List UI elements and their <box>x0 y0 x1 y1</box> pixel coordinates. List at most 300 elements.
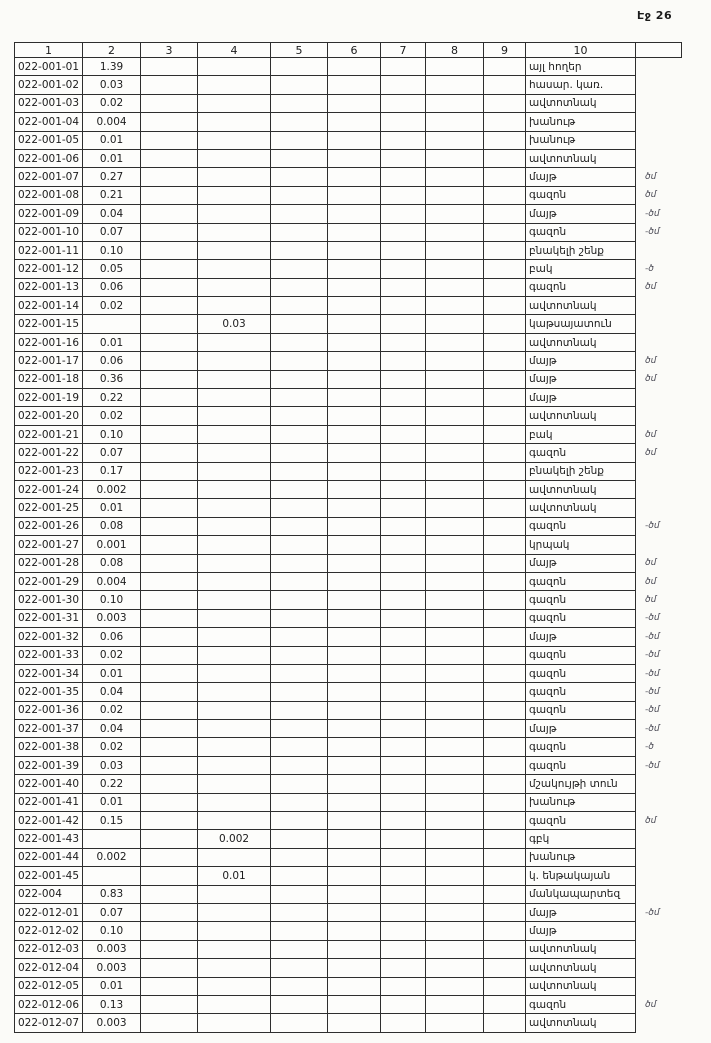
name-cell: գազոն <box>526 223 636 241</box>
col4-value-cell <box>198 241 271 259</box>
margin-note: ծմ <box>645 447 657 458</box>
empty-cell <box>381 462 426 480</box>
name-cell: ավտոտնակ <box>526 149 636 167</box>
area-cell: 0.07 <box>83 903 141 921</box>
code-cell: 022-004 <box>15 885 83 903</box>
empty-cell <box>381 113 426 131</box>
table-row <box>15 370 682 388</box>
empty-cell <box>381 444 426 462</box>
col4-value-cell <box>198 260 271 278</box>
margin-note: -ծմ <box>645 668 660 679</box>
empty-cell <box>141 389 198 407</box>
col4-value-cell <box>198 591 271 609</box>
name-cell: գազոն <box>526 664 636 682</box>
table-row <box>15 959 682 977</box>
empty-cell <box>426 149 484 167</box>
empty-cell <box>328 940 381 958</box>
empty-cell <box>426 646 484 664</box>
margin-note <box>636 848 682 866</box>
empty-cell <box>271 701 328 719</box>
column-header-4: 4 <box>198 43 271 58</box>
table-body <box>15 58 682 1033</box>
table-row <box>15 1014 682 1032</box>
empty-cell <box>426 407 484 425</box>
empty-cell <box>426 480 484 498</box>
empty-cell <box>328 720 381 738</box>
empty-cell <box>271 572 328 590</box>
empty-cell <box>426 370 484 388</box>
header-row <box>15 43 682 58</box>
area-cell: 0.01 <box>83 333 141 351</box>
code-cell: 022-001-36 <box>15 701 83 719</box>
table-row <box>15 536 682 554</box>
table-row <box>15 113 682 131</box>
empty-cell <box>426 241 484 259</box>
empty-cell <box>141 517 198 535</box>
empty-cell <box>328 94 381 112</box>
empty-cell <box>381 389 426 407</box>
margin-note: ծմ <box>645 558 657 569</box>
empty-cell <box>426 1014 484 1032</box>
table-row <box>15 591 682 609</box>
name-cell: գազոն <box>526 995 636 1013</box>
code-cell: 022-001-24 <box>15 480 83 498</box>
empty-cell <box>328 241 381 259</box>
name-cell: գազոն <box>526 812 636 830</box>
empty-cell <box>426 609 484 627</box>
empty-cell <box>141 572 198 590</box>
area-cell: 0.02 <box>83 738 141 756</box>
empty-cell <box>484 867 526 885</box>
col4-value-cell <box>198 554 271 572</box>
empty-cell <box>484 444 526 462</box>
empty-cell <box>381 609 426 627</box>
name-cell: բնակելի շենք <box>526 462 636 480</box>
col4-value-cell: 0.002 <box>198 830 271 848</box>
empty-cell <box>484 76 526 94</box>
empty-cell <box>381 480 426 498</box>
empty-cell <box>484 830 526 848</box>
code-cell: 022-001-44 <box>15 848 83 866</box>
empty-cell <box>426 168 484 186</box>
column-header-2: 2 <box>83 43 141 58</box>
empty-cell <box>484 241 526 259</box>
name-cell: մայթ <box>526 370 636 388</box>
empty-cell <box>328 499 381 517</box>
name-cell: մայթ <box>526 922 636 940</box>
empty-cell <box>426 58 484 76</box>
area-cell: 0.01 <box>83 149 141 167</box>
code-cell: 022-001-06 <box>15 149 83 167</box>
code-cell: 022-001-15 <box>15 315 83 333</box>
empty-cell <box>271 517 328 535</box>
col4-value-cell <box>198 572 271 590</box>
col4-value-cell <box>198 738 271 756</box>
empty-cell <box>426 995 484 1013</box>
margin-note <box>636 793 682 811</box>
empty-cell <box>484 260 526 278</box>
empty-cell <box>141 352 198 370</box>
column-header-3: 3 <box>141 43 198 58</box>
empty-cell <box>426 756 484 774</box>
empty-cell <box>328 701 381 719</box>
code-cell: 022-001-42 <box>15 812 83 830</box>
empty-cell <box>484 370 526 388</box>
margin-note <box>636 940 682 958</box>
empty-cell <box>484 94 526 112</box>
empty-cell <box>426 517 484 535</box>
col4-value-cell <box>198 333 271 351</box>
code-cell: 022-001-07 <box>15 168 83 186</box>
col4-value-cell <box>198 959 271 977</box>
table-row <box>15 830 682 848</box>
empty-cell <box>141 738 198 756</box>
empty-cell <box>141 149 198 167</box>
table-row <box>15 940 682 958</box>
margin-note <box>636 58 682 76</box>
empty-cell <box>484 885 526 903</box>
name-cell: գազոն <box>526 186 636 204</box>
empty-cell <box>381 241 426 259</box>
code-cell: 022-001-22 <box>15 444 83 462</box>
empty-cell <box>271 591 328 609</box>
margin-note <box>636 922 682 940</box>
empty-cell <box>271 812 328 830</box>
table-row <box>15 646 682 664</box>
empty-cell <box>381 352 426 370</box>
code-cell: 022-012-04 <box>15 959 83 977</box>
col4-value-cell <box>198 848 271 866</box>
col4-value-cell <box>198 462 271 480</box>
empty-cell <box>484 959 526 977</box>
margin-note <box>636 333 682 351</box>
empty-cell <box>426 76 484 94</box>
col4-value-cell <box>198 149 271 167</box>
name-cell: ավտոտնակ <box>526 333 636 351</box>
empty-cell <box>381 628 426 646</box>
col4-value-cell <box>198 205 271 223</box>
table-row <box>15 241 682 259</box>
code-cell: 022-001-32 <box>15 628 83 646</box>
area-cell: 0.002 <box>83 848 141 866</box>
name-cell: ավտոտնակ <box>526 1014 636 1032</box>
area-cell: 0.21 <box>83 186 141 204</box>
empty-cell <box>271 444 328 462</box>
empty-cell <box>271 499 328 517</box>
empty-cell <box>271 922 328 940</box>
empty-cell <box>271 315 328 333</box>
table-row <box>15 664 682 682</box>
area-cell: 0.003 <box>83 609 141 627</box>
empty-cell <box>271 131 328 149</box>
margin-note <box>636 389 682 407</box>
margin-note <box>636 241 682 259</box>
margin-note <box>636 977 682 995</box>
empty-cell <box>426 554 484 572</box>
area-cell: 0.02 <box>83 94 141 112</box>
code-cell: 022-001-09 <box>15 205 83 223</box>
empty-cell <box>271 260 328 278</box>
table-row <box>15 499 682 517</box>
margin-note <box>636 830 682 848</box>
empty-cell <box>328 977 381 995</box>
area-cell: 0.17 <box>83 462 141 480</box>
empty-cell <box>426 812 484 830</box>
code-cell: 022-001-20 <box>15 407 83 425</box>
empty-cell <box>328 333 381 351</box>
empty-cell <box>141 425 198 443</box>
empty-cell <box>484 352 526 370</box>
table-row <box>15 352 682 370</box>
margin-note <box>636 462 682 480</box>
empty-cell <box>484 922 526 940</box>
empty-cell <box>484 628 526 646</box>
area-cell: 0.02 <box>83 297 141 315</box>
empty-cell <box>328 609 381 627</box>
name-cell: գազոն <box>526 517 636 535</box>
empty-cell <box>271 830 328 848</box>
code-cell: 022-001-18 <box>15 370 83 388</box>
table-row <box>15 775 682 793</box>
name-cell: բակ <box>526 260 636 278</box>
table-row <box>15 720 682 738</box>
empty-cell <box>271 58 328 76</box>
col4-value-cell <box>198 664 271 682</box>
table-row <box>15 848 682 866</box>
empty-cell <box>426 720 484 738</box>
col4-value-cell <box>198 646 271 664</box>
empty-cell <box>426 352 484 370</box>
name-cell: գազոն <box>526 738 636 756</box>
empty-cell <box>141 536 198 554</box>
margin-note: ծմ <box>645 595 657 606</box>
code-cell: 022-001-08 <box>15 186 83 204</box>
col4-value-cell <box>198 940 271 958</box>
table-row <box>15 517 682 535</box>
margin-note <box>636 867 682 885</box>
empty-cell <box>426 628 484 646</box>
table-row <box>15 756 682 774</box>
code-cell: 022-001-34 <box>15 664 83 682</box>
empty-cell <box>381 554 426 572</box>
name-cell: մանկապարտեզ <box>526 885 636 903</box>
margin-note: -ծմ <box>645 686 660 697</box>
margin-note: -ծմ <box>645 613 660 624</box>
empty-cell <box>141 977 198 995</box>
empty-cell <box>381 922 426 940</box>
area-cell: 0.15 <box>83 812 141 830</box>
empty-cell <box>271 462 328 480</box>
empty-cell <box>426 775 484 793</box>
code-cell: 022-001-13 <box>15 278 83 296</box>
area-cell: 0.003 <box>83 940 141 958</box>
col4-value-cell <box>198 407 271 425</box>
empty-cell <box>271 995 328 1013</box>
margin-note <box>636 1014 682 1032</box>
area-cell: 0.10 <box>83 922 141 940</box>
empty-cell <box>141 830 198 848</box>
col4-value-cell <box>198 885 271 903</box>
table-row <box>15 315 682 333</box>
empty-cell <box>328 683 381 701</box>
table-header <box>15 43 682 58</box>
empty-cell <box>141 646 198 664</box>
empty-cell <box>484 113 526 131</box>
area-cell: 0.07 <box>83 444 141 462</box>
code-cell: 022-001-37 <box>15 720 83 738</box>
empty-cell <box>271 609 328 627</box>
col4-value-cell <box>198 76 271 94</box>
empty-cell <box>484 995 526 1013</box>
empty-cell <box>484 738 526 756</box>
empty-cell <box>328 462 381 480</box>
empty-cell <box>141 664 198 682</box>
empty-cell <box>426 848 484 866</box>
name-cell: մայթ <box>526 720 636 738</box>
empty-cell <box>271 407 328 425</box>
column-header-7: 7 <box>381 43 426 58</box>
col4-value-cell <box>198 793 271 811</box>
empty-cell <box>328 517 381 535</box>
empty-cell <box>426 591 484 609</box>
empty-cell <box>328 389 381 407</box>
area-cell: 0.04 <box>83 683 141 701</box>
empty-cell <box>328 867 381 885</box>
empty-cell <box>484 683 526 701</box>
empty-cell <box>141 554 198 572</box>
empty-cell <box>271 76 328 94</box>
empty-cell <box>141 885 198 903</box>
empty-cell <box>141 480 198 498</box>
area-cell: 1.39 <box>83 58 141 76</box>
empty-cell <box>484 480 526 498</box>
empty-cell <box>426 333 484 351</box>
area-cell: 0.001 <box>83 536 141 554</box>
code-cell: 022-001-16 <box>15 333 83 351</box>
empty-cell <box>426 278 484 296</box>
empty-cell <box>426 205 484 223</box>
empty-cell <box>484 517 526 535</box>
empty-cell <box>141 333 198 351</box>
empty-cell <box>381 297 426 315</box>
table-row <box>15 168 682 186</box>
empty-cell <box>271 940 328 958</box>
table-row <box>15 462 682 480</box>
empty-cell <box>381 683 426 701</box>
empty-cell <box>271 793 328 811</box>
name-cell: ավտոտնակ <box>526 499 636 517</box>
empty-cell <box>484 536 526 554</box>
code-cell: 022-012-05 <box>15 977 83 995</box>
empty-cell <box>271 205 328 223</box>
area-cell: 0.004 <box>83 113 141 131</box>
table-row <box>15 223 682 241</box>
col4-value-cell <box>198 370 271 388</box>
empty-cell <box>141 58 198 76</box>
col4-value-cell <box>198 922 271 940</box>
col4-value-cell <box>198 903 271 921</box>
empty-cell <box>328 775 381 793</box>
name-cell: գազոն <box>526 701 636 719</box>
empty-cell <box>484 278 526 296</box>
column-header-6: 6 <box>328 43 381 58</box>
empty-cell <box>141 609 198 627</box>
name-cell: մայթ <box>526 352 636 370</box>
empty-cell <box>426 94 484 112</box>
table-row <box>15 407 682 425</box>
empty-cell <box>484 848 526 866</box>
empty-cell <box>271 480 328 498</box>
margin-note: ծմ <box>645 999 657 1010</box>
empty-cell <box>271 554 328 572</box>
empty-cell <box>381 720 426 738</box>
area-cell <box>83 830 141 848</box>
empty-cell <box>381 995 426 1013</box>
col4-value-cell <box>198 756 271 774</box>
table-row <box>15 149 682 167</box>
table-row <box>15 76 682 94</box>
empty-cell <box>426 113 484 131</box>
margin-note: ծմ <box>645 355 657 366</box>
name-cell: ավտոտնակ <box>526 297 636 315</box>
empty-cell <box>328 1014 381 1032</box>
margin-note <box>636 76 682 94</box>
code-cell: 022-001-21 <box>15 425 83 443</box>
empty-cell <box>381 260 426 278</box>
table-row <box>15 131 682 149</box>
col4-value-cell <box>198 58 271 76</box>
empty-cell <box>484 186 526 204</box>
col4-value-cell <box>198 94 271 112</box>
area-cell: 0.22 <box>83 775 141 793</box>
area-cell: 0.02 <box>83 407 141 425</box>
empty-cell <box>381 977 426 995</box>
code-cell: 022-001-43 <box>15 830 83 848</box>
empty-cell <box>271 683 328 701</box>
area-cell: 0.003 <box>83 959 141 977</box>
empty-cell <box>141 499 198 517</box>
empty-cell <box>328 793 381 811</box>
code-cell: 022-001-28 <box>15 554 83 572</box>
code-cell: 022-001-05 <box>15 131 83 149</box>
table-row <box>15 205 682 223</box>
margin-note <box>636 149 682 167</box>
empty-cell <box>328 315 381 333</box>
col4-value-cell <box>198 683 271 701</box>
empty-cell <box>484 58 526 76</box>
empty-cell <box>484 775 526 793</box>
empty-cell <box>271 664 328 682</box>
area-cell: 0.13 <box>83 995 141 1013</box>
margin-note <box>636 315 682 333</box>
empty-cell <box>381 701 426 719</box>
empty-cell <box>328 885 381 903</box>
name-cell: մայթ <box>526 168 636 186</box>
empty-cell <box>271 425 328 443</box>
column-header-8: 8 <box>426 43 484 58</box>
empty-cell <box>328 223 381 241</box>
empty-cell <box>381 131 426 149</box>
empty-cell <box>381 223 426 241</box>
empty-cell <box>426 977 484 995</box>
col4-value-cell <box>198 995 271 1013</box>
name-cell: մայթ <box>526 903 636 921</box>
empty-cell <box>484 389 526 407</box>
name-cell: ավտոտնակ <box>526 480 636 498</box>
margin-note: ծմ <box>645 429 657 440</box>
margin-note: ծմ <box>645 172 657 183</box>
empty-cell <box>484 812 526 830</box>
